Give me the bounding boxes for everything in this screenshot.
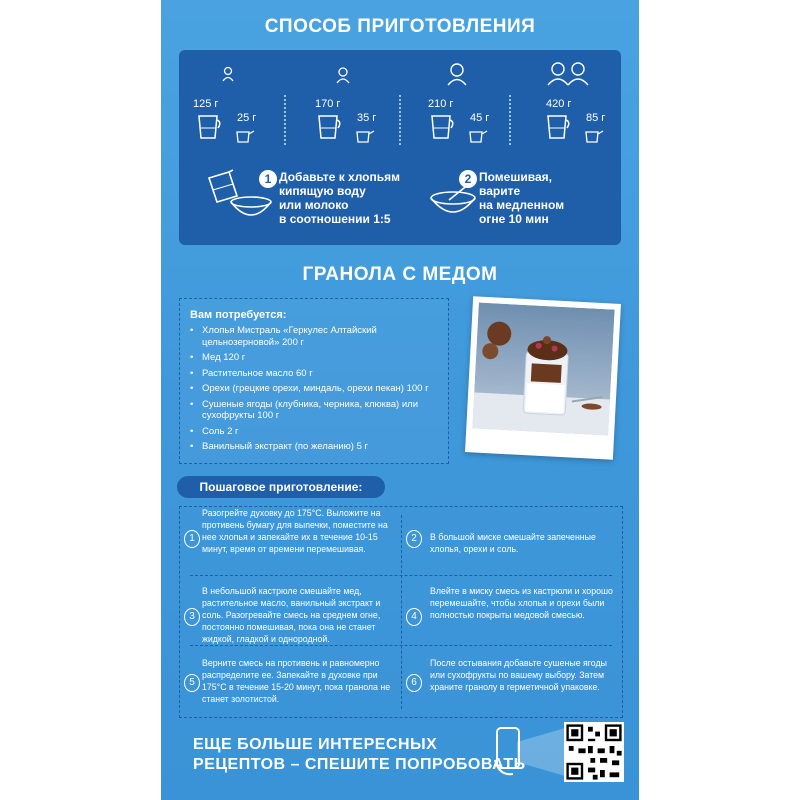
step-number: 5	[185, 675, 199, 691]
flakes-amount: 85 г	[586, 112, 606, 124]
list-item: • Хлопья Мистраль «Геркулес Алтайский цельнозерновой» 200 г	[190, 325, 442, 348]
row-divider	[190, 575, 612, 576]
promo-line-1: ЕЩЕ БОЛЬШЕ ИНТЕРЕСНЫХ	[193, 736, 438, 753]
two-persons-icon	[546, 60, 590, 86]
one-person-icon	[335, 66, 351, 84]
prep-step-text: Добавьте к хлопьям кипящую воду или молоко в соотношении 1:5	[279, 170, 401, 226]
scoop-icon	[584, 128, 604, 144]
list-item: • Соль 2 г	[190, 426, 442, 438]
portion-divider	[284, 95, 286, 145]
portion-4	[524, 66, 624, 144]
promo-line-2: РЕЦЕПТОВ – СПЕШИТЕ ПОПРОБОВАТЬ	[193, 756, 526, 773]
step-number: 6	[407, 675, 421, 691]
water-amount: 125 г	[193, 98, 219, 110]
ingredients-list	[190, 325, 442, 457]
row-divider	[190, 645, 612, 646]
step-text: Влейте в миску смесь из кастрюли и хорошо перемешайте, чтобы хлопья и орехи были полностью покрыты медовой смесью.	[430, 586, 613, 620]
granola-photo	[465, 296, 621, 460]
list-item: • Ванильный экстракт (по желанию) 5 г	[190, 441, 442, 453]
step-text: После остывания добавьте сушеные ягоды или сухофрукты по вашему выбору. Затем храните гранолу в герметичной упаковке.	[430, 658, 607, 692]
portion-1	[193, 66, 293, 144]
column-divider	[401, 515, 402, 709]
portion-divider	[399, 95, 401, 145]
package-back	[161, 0, 639, 800]
scoop-icon	[468, 128, 488, 144]
step-text: Верните смесь на противень и равномерно распределите ее. Запекайте в духовке при 175°C в течение 15-20 минут, пока гранола не станет золотистой.	[202, 658, 391, 704]
recipe-title: ГРАНОЛА С МЕДОМ	[302, 264, 498, 285]
measuring-cup-icon	[428, 112, 456, 140]
list-item: • Мед 120 г	[190, 352, 442, 364]
measuring-cup-icon	[195, 112, 223, 140]
prep-step-text: Помешивая, варите на медленном огне 10 мин	[479, 170, 565, 226]
flakes-amount: 45 г	[470, 112, 490, 124]
step-number: 1	[185, 531, 199, 547]
bowl-icon	[429, 186, 477, 220]
step-number: 3	[185, 609, 199, 625]
prep-step-number: 1	[259, 170, 277, 188]
list-item: • Растительное масло 60 г	[190, 368, 442, 380]
step-text: В большой миске смешайте запеченные хлопья, орехи и соль.	[430, 532, 596, 554]
measuring-cup-icon	[544, 112, 572, 140]
granola-jar-image	[472, 303, 614, 436]
step-number: 4	[407, 609, 421, 625]
step-text: Разогрейте духовку до 175°C. Выложите на противень бумагу для выпечки, поместите на нее хлопья и запекайте их в течение 10-15 минут, время от времени перемешивая.	[202, 508, 388, 554]
prep-step-number: 2	[459, 170, 477, 188]
ingredients-panel	[179, 298, 449, 464]
steps-grid	[179, 506, 623, 718]
step-number: 2	[407, 531, 421, 547]
water-amount: 420 г	[546, 98, 572, 110]
scoop-icon	[235, 128, 255, 144]
one-person-icon	[221, 66, 235, 82]
phone-icon	[493, 724, 565, 780]
stepwise-title: Пошаговое приготовление:	[177, 476, 385, 498]
prep-panel	[179, 50, 621, 245]
flakes-amount: 25 г	[237, 112, 257, 124]
ingredients-title: Вам потребуется:	[190, 309, 287, 321]
list-item: • Сушеные ягоды (клубника, черника, клюква) или сухофрукты 100 г	[190, 399, 442, 422]
flakes-amount: 35 г	[357, 112, 377, 124]
water-amount: 210 г	[428, 98, 454, 110]
promo-text	[193, 735, 526, 775]
scoop-icon	[355, 128, 375, 144]
portion-divider	[509, 95, 511, 145]
bowl-icon	[229, 192, 273, 222]
measuring-cup-icon	[315, 112, 343, 140]
one-adult-icon	[446, 62, 468, 86]
list-item: • Орехи (грецкие орехи, миндаль, орехи пекан) 100 г	[190, 383, 442, 395]
water-amount: 170 г	[315, 98, 341, 110]
portion-3	[414, 66, 514, 144]
prep-title: СПОСОБ ПРИГОТОВЛЕНИЯ	[264, 16, 536, 37]
portion-2	[303, 66, 403, 144]
step-text: В небольшой кастрюле смешайте мед, растительное масло, ванильный экстракт и соль. Разогревайте смесь на среднем огне, постоянно помешивая, пока она не станет жидкой, гладкой и однородной.	[202, 586, 381, 644]
qr-code-icon[interactable]	[564, 722, 624, 782]
